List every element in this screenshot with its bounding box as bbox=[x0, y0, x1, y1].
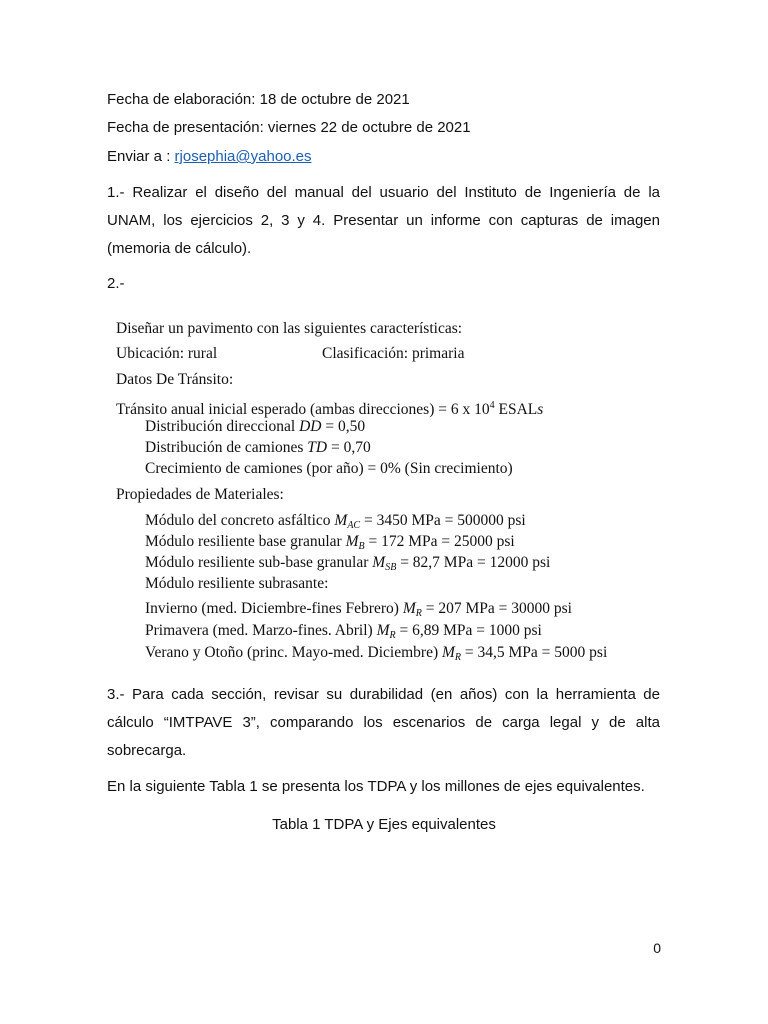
verano-var: M bbox=[442, 644, 455, 661]
mod-b-value: = 172 MPa = 25000 psi bbox=[364, 533, 515, 550]
td-var: TD bbox=[307, 439, 328, 456]
distribucion-direccional bbox=[145, 416, 365, 437]
dd-var: DD bbox=[299, 418, 322, 435]
distribucion-camiones bbox=[145, 437, 371, 458]
mod-b-var: M bbox=[345, 533, 359, 550]
transito-anual-text: Tránsito anual inicial esperado (ambas direcciones) = 6 x 10 bbox=[116, 401, 490, 418]
transito-exponent: 4 bbox=[489, 400, 495, 411]
tabla-intro: En la siguiente Tabla 1 se presenta los TDPA y los millones de ejes equivalentes. bbox=[107, 778, 645, 795]
crecimiento-camiones: Crecimiento de camiones (por año) = 0% (Sin crecimiento) bbox=[145, 460, 513, 477]
primavera-sub: R bbox=[389, 630, 396, 641]
page-number: 0 bbox=[653, 940, 661, 956]
design-intro: Diseñar un pavimento con las siguientes características: bbox=[116, 320, 463, 337]
mod-sb-label: Módulo resiliente sub-base granular bbox=[145, 554, 373, 571]
mod-sb-value: = 82,7 MPa = 12000 psi bbox=[396, 554, 551, 571]
invierno-var: M bbox=[402, 600, 416, 617]
verano-label: Verano y Otoño (princ. Mayo-med. Diciembre) bbox=[145, 644, 442, 661]
propiedades-heading: Propiedades de Materiales: bbox=[116, 486, 284, 503]
transito-unit: ESAL bbox=[494, 401, 538, 418]
clasificacion: Clasificación: primaria bbox=[322, 345, 465, 362]
verano-value: = 34,5 MPa = 5000 psi bbox=[461, 644, 608, 661]
primavera-value: = 6,89 MPa = 1000 psi bbox=[395, 622, 542, 639]
item-1-paragraph: 1.- Realizar el diseño del manual del usuario del Instituto de Ingeniería de la UNAM, los ejercicios 2, 3 y 4. Presentar un informe con capturas de imagen (memoria de cálculo). bbox=[107, 184, 660, 257]
datos-transito-heading: Datos De Tránsito: bbox=[116, 371, 234, 388]
dd-label: Distribución direccional bbox=[145, 418, 300, 435]
fecha-elaboracion: Fecha de elaboración: 18 de octubre de 2021 bbox=[107, 91, 410, 108]
mod-ac-value: = 3450 MPa = 500000 psi bbox=[360, 512, 526, 529]
mod-sb-sub: SB bbox=[385, 562, 397, 573]
fecha-presentacion: Fecha de presentación: viernes 22 de octubre de 2021 bbox=[107, 119, 471, 136]
invierno-sub: R bbox=[415, 608, 422, 619]
item-2-label: 2.- bbox=[107, 275, 125, 292]
mod-ac-sub: AC bbox=[347, 520, 361, 531]
ubicacion: Ubicación: rural bbox=[116, 345, 218, 362]
primavera-var: M bbox=[376, 622, 390, 639]
item-3-paragraph: 3.- Para cada sección, revisar su durabilidad (en años) con la herramienta de cálculo “IMTPAVE 3”, comparando los escenarios de carga legal y de alta sobrecarga. bbox=[107, 686, 660, 759]
enviar-label: Enviar a : bbox=[107, 148, 175, 165]
dd-value: = 0,50 bbox=[321, 418, 366, 435]
invierno-label: Invierno (med. Diciembre-fines Febrero) bbox=[145, 600, 403, 617]
email-link[interactable]: rjosephia@yahoo.es bbox=[174, 148, 312, 165]
tabla-caption: Tabla 1 TDPA y Ejes equivalentes bbox=[272, 816, 496, 833]
modulo-subrasante-heading: Módulo resiliente subrasante: bbox=[145, 575, 329, 592]
transito-unit-s: s bbox=[537, 401, 544, 418]
mod-b-label: Módulo resiliente base granular bbox=[145, 533, 346, 550]
mod-ac-label: Módulo del concreto asfáltico bbox=[145, 512, 335, 529]
mod-sb-var: M bbox=[372, 554, 386, 571]
enviar-line bbox=[107, 143, 312, 171]
primavera-label: Primavera (med. Marzo-fines. Abril) bbox=[145, 622, 377, 639]
verano-sub: R bbox=[454, 652, 462, 663]
invierno-value: = 207 MPa = 30000 psi bbox=[421, 600, 572, 617]
td-value: = 0,70 bbox=[327, 439, 371, 456]
mod-ac-var: M bbox=[334, 512, 348, 529]
mod-b-sub: B bbox=[358, 541, 365, 552]
verano-otono bbox=[145, 642, 607, 668]
td-label: Distribución de camiones bbox=[145, 439, 308, 456]
